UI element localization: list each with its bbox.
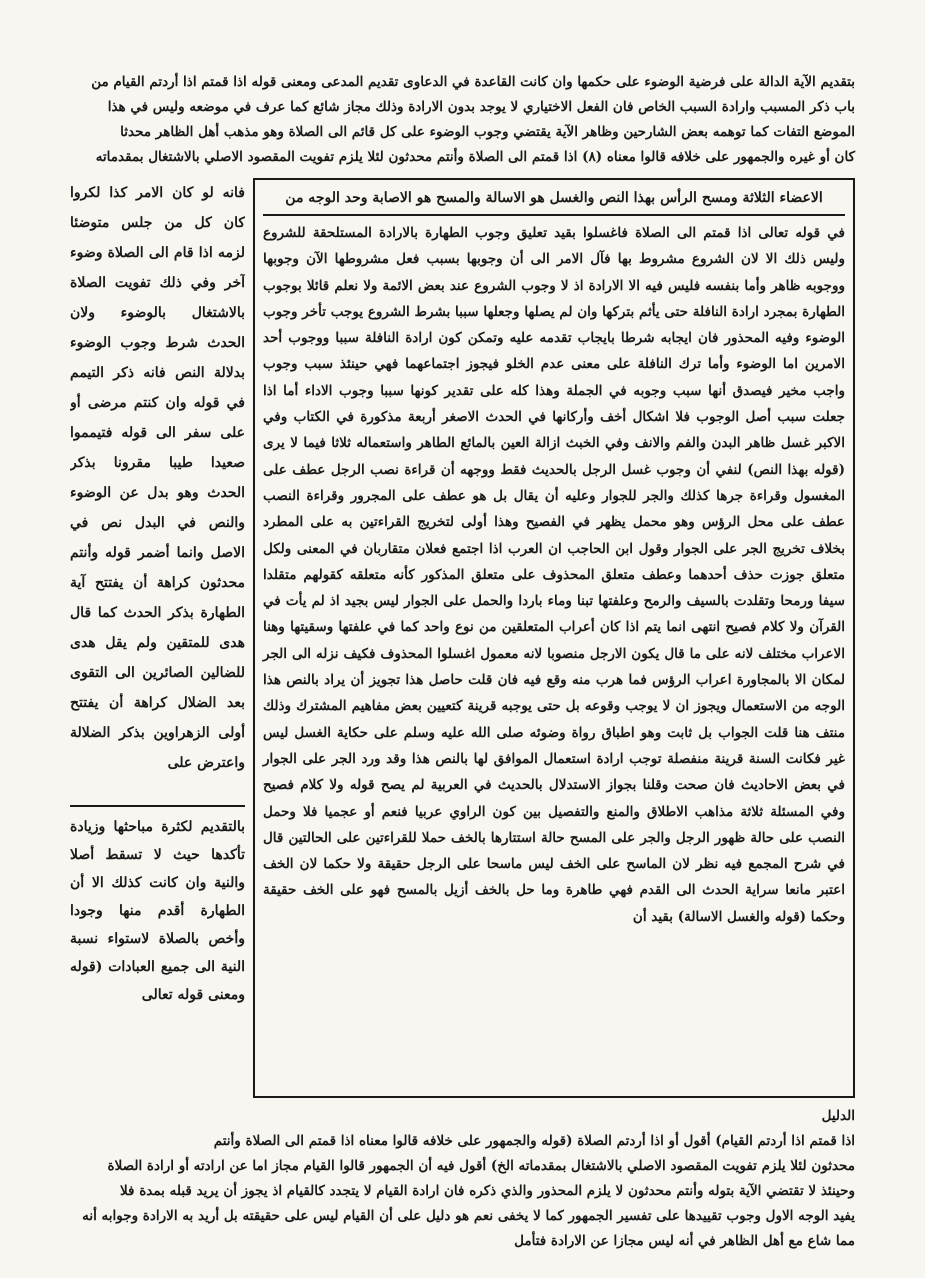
side-commentary-lower: بالتقديم لكثرة مباحثها وزيادة تأكدها حيث لا تسقط أصلا والنية وان كانت كذلك الا أن الطهارة أقدم منها وجودا وأخص بالصلاة لاستواء نسبة النية الى جميع العبادات (قوله ومعنى قوله تعالى xyxy=(70,805,245,1009)
bottom-line: مما شاع مع أهل الظاهر في أنه ليس مجازا عن الارادة فتأمل xyxy=(514,1233,855,1249)
section-label: الدليل xyxy=(821,1108,855,1124)
main-commentary-box xyxy=(253,178,855,1098)
main-box-header: الاعضاء الثلاثة ومسح الرأس بهذا النص والغسل هو الاسالة والمسح هو الاصابة وحد الوجه من xyxy=(263,186,845,216)
commentary-area xyxy=(70,178,855,1098)
main-box-body: في قوله تعالى اذا قمتم الى الصلاة فاغسلوا بقيد تعليق وجوب الطهارة بالارادة المستلحقة للشروع وليس ذلك الا لان الشروع مشروط بها فآل الامر الى أن وجوبها بسبب فعل مشروطها الآن وجوبها ووجوبه ظاهر وأما بنفسه فليس فيه الا الارادة اذ لا وجوب الشروع عند بعض الائمة ولا نعلم قائلا بوجوب الطهارة بمجرد ارادة النافلة حتى يأثم بتركها وان لم يصلها وجعلها سببا بشرط الشروع يوجب تأخر وجوب الوضوء وفيه المحذور فان ايجابه شرطا بايجاب تقدمه عليه وتمكن كون ارادة النافلة سببا ووجوب أحد الامرين اما الوضوء وأما ترك النافلة على معنى عدم الخلو فيجوز اجتماعهما فهي حينئذ سبب وجوب واجب مخير فيصدق أنها سبب وجوبه في الجملة وهذا كله على تقدير كونها سببا وجوب الاداء أما اذا جعلت سبب أصل الوجوب فلا اشكال أخف وأركانها في الحدث الاصغر أربعة مذكورة في الكتاب وفي الاكبر غسل ظاهر البدن والفم والانف وفي الخبث ازالة العين بالمائع الطاهر واستعماله ثلاثا فيما لا يرى (قوله بهذا النص) لنفي أن وجوب غسل الرجل بالحديث فقط ووجهه أن قراءة نصب الرجل عطف على المغسول وقراءة جرها كذلك والجر للجوار وعليه أن يقال بل هو عطف على المجرور وقراءة النصب عطف على محل الرؤس وهو محمل يظهر في الفصيح وهذا أولى لتخريج القراءتين به على المطرد بخلاف تخريج الجر على الجوار وقول ابن الحاجب ان العرب اذا اجتمع فعلان متقاربان في المعنى ولكل متعلق جوزت حذف أحدهما وعطف متعلق المحذوف على متعلق المذكور كأنه متعلقه كقولهم متقلدا سيفا ورمحا وتقلدت بالسيف والرمح وعلفتها تبنا وماء باردا والحمل على الجوار ليس بجيد اذ لم يأت في القرآن ولا كلام فصيح انتهى انما يتم اذا كان أعراب المتعلقين من نوع واحد كما في علفتها وسقيتها وهنا الاعراب مختلف لانه على ما قال يكون الارجل منصوبا لانه معمول اغسلوا المحذوف فكيف نزله الى الجر لمكان الا بالمجاورة اعراب الرؤس فما هرب منه وقع فيه فان قلت حاصل هذا تجويز أن يراد بالنص هذا الوجه من الاستعمال ويجوز ان لا يوجب وقوعه بل حتى يوجبه قرينة كتعيين بعض مفاهيم المشترك وذلك منتف هنا قلت الجواب بل ثابت وهو اطباق رواة وضوئه صلى الله عليه وسلم على حكاية الغسل ليس غير فكانت السنة قرينة منفصلة توجب ارادة استعمال الموافق لها بالنص هذا وقد ورد الجر على الجوار في بعض الاحاديث فان صحت وقلنا بجواز الاستدلال بالحديث في العربية لم يصح قوله ولا كلام فصيح وفي المسئلة ثلاثة مذاهب الاطلاق والمنع والتفصيل بين كون الراوي عربيا فنعم أو عجميا فلا وحمل النصب على حالة ظهور الرجل والجر على المسح حالة استتارها بالخف حملا للقراءتين على الحالتين قال في شرح المجمع فيه نظر لان الماسح على الخف ليس ماسحا على الرجل حقيقة ولا حكما لان الخف اعتبر مانعا سراية الحدث الى القدم فهي طاهرة وما حل بالخف أزيل بالمسح فهو على الخف حقيقة وحكما (قوله والغسل الاسالة) بقيد أن xyxy=(263,225,845,925)
bottom-line: اذا قمتم اذا أردتم القيام) أقول أو اذا أردتم الصلاة (قوله والجمهور على خلافه قالوا معناه اذا قمتم الى الصلاة وأنتم xyxy=(213,1133,855,1149)
top-line: بتقديم الآية الدالة على فرضية الوضوء على حكمها وان كانت القاعدة في الدعاوى تقديم المدعى ومعنى قوله اذا قمتم اذا أردتم القيام من xyxy=(91,74,855,90)
side-commentary: فانه لو كان الامر كذا لكروا كان كل من جلس متوضئا لزمه اذا قام الى الصلاة وضوء آخر وفي ذلك تفويت الصلاة بالاشتغال بالوضوء ولان الحدث شرط وجوب الوضوء بدلالة النص فانه ذكر التيمم في قوله وان كنتم مرضى أو على سفر الى قوله فتيمموا صعيدا طيبا مقرونا بذكر الحدث وهو بدل عن الوضوء والنص في البدل نص في الاصل وانما أضمر قوله وأنتم محدثون كراهة أن يفتتح آية الطهارة بذكر الحدث كما قال هدى للمتقين ولم يقل هدى للضالين الصائرين الى التقوى بعد الضلال كراهة أن يفتتح أولى الزهراوين بذكر الضلالة واعترض على xyxy=(70,185,245,771)
top-text xyxy=(70,70,855,170)
bottom-line: وحينئذ لا تقتضي الآية بتوله وأنتم محدثون لا يلزم المحذور والذي ذكره فان ارادة القيام لا يتجدد كالقيام اذ يجوز أن يريد قبله بمدة فلا xyxy=(120,1183,855,1199)
side-column xyxy=(70,178,245,1098)
top-line: باب ذكر المسبب وارادة السبب الخاص فان الفعل الاختياري لا يوجد بدون الارادة وذلك مجاز شائع كما عرف في موضعه وليس في هذا xyxy=(107,99,855,115)
top-line: الموضع التفات كما توهمه بعض الشارحين وظاهر الآية يقتضي وجوب الوضوء على كل قائم الى الصلاة وهو مذهب أهل الظاهر محدثا xyxy=(120,124,855,140)
top-line: كان أو غيره والجمهور على خلافه قالوا معناه (٨) اذا قمتم الى الصلاة وأنتم محدثون لئلا يلزم تفويت المقصود الاصلي بالاشتغال بمقدماته xyxy=(95,149,855,165)
bottom-line: محدثون لئلا يلزم تفويت المقصود الاصلي بالاشتغال بمقدماته الخ) أقول فيه أن الجمهور قالوا القيام مجاز اما عن ارادته أو ارادة الصلاة xyxy=(107,1158,855,1174)
bottom-line: يفيد الوجه الاول وجوب تقييدها على تفسير الجمهور كما لا يخفى نعم هو دليل على أن القيام ليس على حقيقته بل أريد به الارادة وجوابه أنه xyxy=(82,1208,855,1224)
bottom-text xyxy=(70,1104,855,1254)
